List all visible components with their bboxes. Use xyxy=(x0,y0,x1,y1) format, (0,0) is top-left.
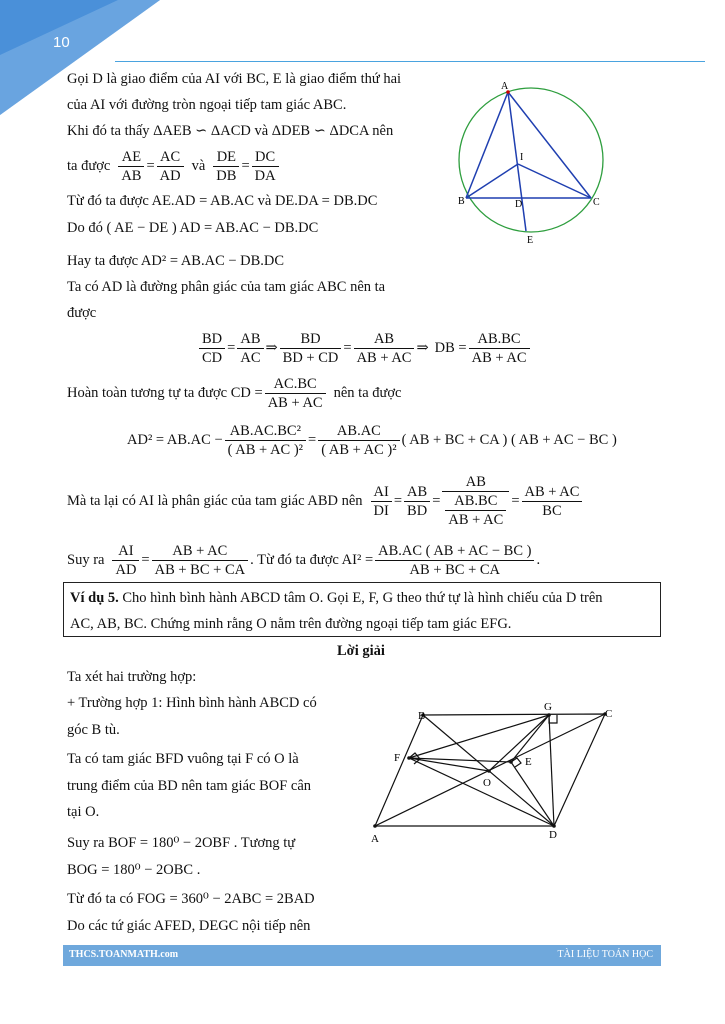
fig1-label-c: C xyxy=(593,197,600,208)
fig2-label-c: C xyxy=(605,708,613,720)
text-line-2: của AI với đường tròn ngoại tiếp tam giác ABC. xyxy=(67,97,347,113)
fig1-label-a: A xyxy=(501,81,509,92)
text-ta-duoc: ta được xyxy=(67,157,111,174)
fraction-ai-squared: $\frac{AB.AC ( AB + AC - BC )}{AB + BC + CA}$ xyxy=(375,542,534,579)
text-hoan-toan: Hoàn toàn tương tự ta được CD = xyxy=(67,384,263,401)
page-number: 10 xyxy=(53,34,70,51)
eq-sign: = xyxy=(308,431,317,448)
fig2-label-b: B xyxy=(418,710,426,722)
fig1-label-b: B xyxy=(458,196,465,207)
fraction-acbc-abac: $\frac{AC.BC}{AB + AC}$ xyxy=(265,375,326,412)
fraction-compound: $\frac{AB}{\frac{AB.BC}{AB + AC}}$ xyxy=(442,473,509,529)
fraction-abac-perimeter: $\frac{AB + AC}{AB + BC + CA}$ xyxy=(152,542,248,579)
equation-ad-squared xyxy=(127,418,617,462)
fraction-abbc-abac: $\frac{AB.BC}{AB + AC}$ xyxy=(469,330,530,367)
text-product: ( AB + BC + CA ) ( AB + AC − BC ) xyxy=(401,431,617,448)
eq-sign: = xyxy=(343,339,352,356)
example-box xyxy=(63,582,661,637)
text-va: và xyxy=(191,157,206,174)
fraction-ab-bd: $\frac{AB}{BD}$ xyxy=(404,483,430,520)
solution-line-6: tại O. xyxy=(67,804,100,820)
eq-sign: = xyxy=(227,339,236,356)
equation-ratio-line xyxy=(67,146,281,186)
equation-ai-di xyxy=(67,470,584,532)
equation-ai-squared xyxy=(67,540,540,580)
footer-label: TÀI LIỆU TOÁN HỌC xyxy=(557,949,653,960)
fraction-abac-sq: $\frac{AB.AC}{\text{( AB + AC )²}}$ xyxy=(318,422,399,459)
solution-line-10: Do các tứ giác AFED, DEGC nội tiếp nên xyxy=(67,918,311,934)
text-tu-do: . Từ đó ta được AI² = xyxy=(250,551,374,568)
solution-line-5: trung điểm của BD nên tam giác BOF cân xyxy=(67,778,312,794)
solution-line-2: + Trường hợp 1: Hình bình hành ABCD có xyxy=(67,695,317,711)
text-ma-ta-lai: Mà ta lại có AI là phân giác của tam giác ABD nên xyxy=(67,492,363,509)
fig2-label-o: O xyxy=(483,777,491,789)
fig2-label-d: D xyxy=(549,829,557,841)
solution-line-9: Từ đó ta có FOG = 360⁰ − 2ABC = 2BAD xyxy=(67,891,315,907)
eq-sign: = xyxy=(141,551,150,568)
equation-bisector xyxy=(197,328,532,368)
text-line-3: Khi đó ta thấy ΔAEB ∽ ΔACD và ΔDEB ∽ ΔDCA nên xyxy=(67,123,394,139)
example-label: Ví dụ 5. xyxy=(70,590,119,606)
fig2-label-a: A xyxy=(371,833,379,845)
text-line-1: Gọi D là giao điểm của AI với BC, E là giao điểm thứ hai xyxy=(67,71,402,87)
fraction-ae-ab: $\frac{AE}{AB}$ xyxy=(118,148,144,185)
fig1-label-e: E xyxy=(527,235,534,246)
example-text-1: Cho hình bình hành ABCD tâm O. Gọi E, F, G theo thứ tự là hình chiếu của D trên xyxy=(118,590,603,606)
text-line-6: Do đó ( AE − DE ) AD = AB.AC − DB.DC xyxy=(67,220,319,236)
fraction-ai-ad: $\frac{AI}{AD}$ xyxy=(112,542,139,579)
text-suy-ra: Suy ra xyxy=(67,551,105,568)
text-period: . xyxy=(536,551,541,568)
text-line-8: Ta có AD là đường phân giác của tam giác ABC nên ta xyxy=(67,279,386,295)
fraction-ac-ad: $\frac{AC}{AD}$ xyxy=(157,148,184,185)
fig1-label-i: I xyxy=(520,152,524,163)
fraction-ai-di: $\frac{AI}{DI}$ xyxy=(371,483,392,520)
eq-sign: = xyxy=(432,492,441,509)
equation-cd xyxy=(67,373,401,413)
solution-line-3: góc B tù. xyxy=(67,722,120,738)
fig2-label-e: E xyxy=(525,756,532,768)
figure-circle-triangle xyxy=(450,78,620,250)
fraction-de-db: $\frac{DE}{DB}$ xyxy=(213,148,239,185)
fraction-bd-bdcd: $\frac{BD}{BD + CD}$ xyxy=(280,330,342,367)
solution-line-8: BOG = 180⁰ − 2OBC . xyxy=(67,862,201,878)
fraction-abacbc2: $\frac{\text{AB.AC.BC²}}{\text{( AB + AC )²}}$ xyxy=(225,422,306,459)
fraction-bd-cd: $\frac{BD}{CD}$ xyxy=(199,330,225,367)
eq-sign: = xyxy=(241,157,250,174)
solution-line-1: Ta xét hai trường hợp: xyxy=(67,669,197,685)
solution-line-7: Suy ra BOF = 180⁰ − 2OBF . Tương tự xyxy=(67,835,296,851)
eq-sign: = xyxy=(146,157,155,174)
eq-sign: = xyxy=(393,492,403,509)
fig1-label-d: D xyxy=(515,199,523,210)
db-eq: DB = xyxy=(434,339,467,356)
fig2-label-g: G xyxy=(544,701,552,713)
eq-sign: = xyxy=(511,492,520,509)
text-line-7: Hay ta được AD² = AB.AC − DB.DC xyxy=(67,253,285,269)
solution-line-4: Ta có tam giác BFD vuông tại F có O là xyxy=(67,751,299,767)
fraction-dc-da: $\frac{DC}{DA}$ xyxy=(252,148,279,185)
implies-sign: ⇒ xyxy=(416,339,429,356)
fraction-abac-bc: $\frac{AB + AC}{BC}$ xyxy=(522,483,583,520)
footer-bar xyxy=(63,945,661,966)
fraction-ab-ac: $\frac{AB}{AC}$ xyxy=(237,330,263,367)
fig2-label-f: F xyxy=(394,752,401,764)
example-line-2: AC, AB, BC. Chứng minh rằng O nằm trên đường ngoại tiếp tam giác EFG. xyxy=(70,616,512,632)
text-nen-ta-duoc: nên ta được xyxy=(333,384,402,401)
text-ad-squared: AD² = AB.AC − xyxy=(127,431,223,448)
figure-parallelogram xyxy=(365,697,625,847)
text-line-9: được xyxy=(67,305,97,321)
solution-title: Lời giải xyxy=(337,643,385,659)
footer-site-link[interactable]: THCS.TOANMATH.com xyxy=(69,949,179,960)
fraction-ab-abac: $\frac{AB}{AB + AC}$ xyxy=(354,330,415,367)
text-line-5: Từ đó ta được AE.AD = AB.AC và DE.DA = DB.DC xyxy=(67,193,378,209)
example-line-1 xyxy=(70,588,603,608)
implies-sign: ⇒ xyxy=(265,339,278,356)
header-rule xyxy=(115,61,705,62)
